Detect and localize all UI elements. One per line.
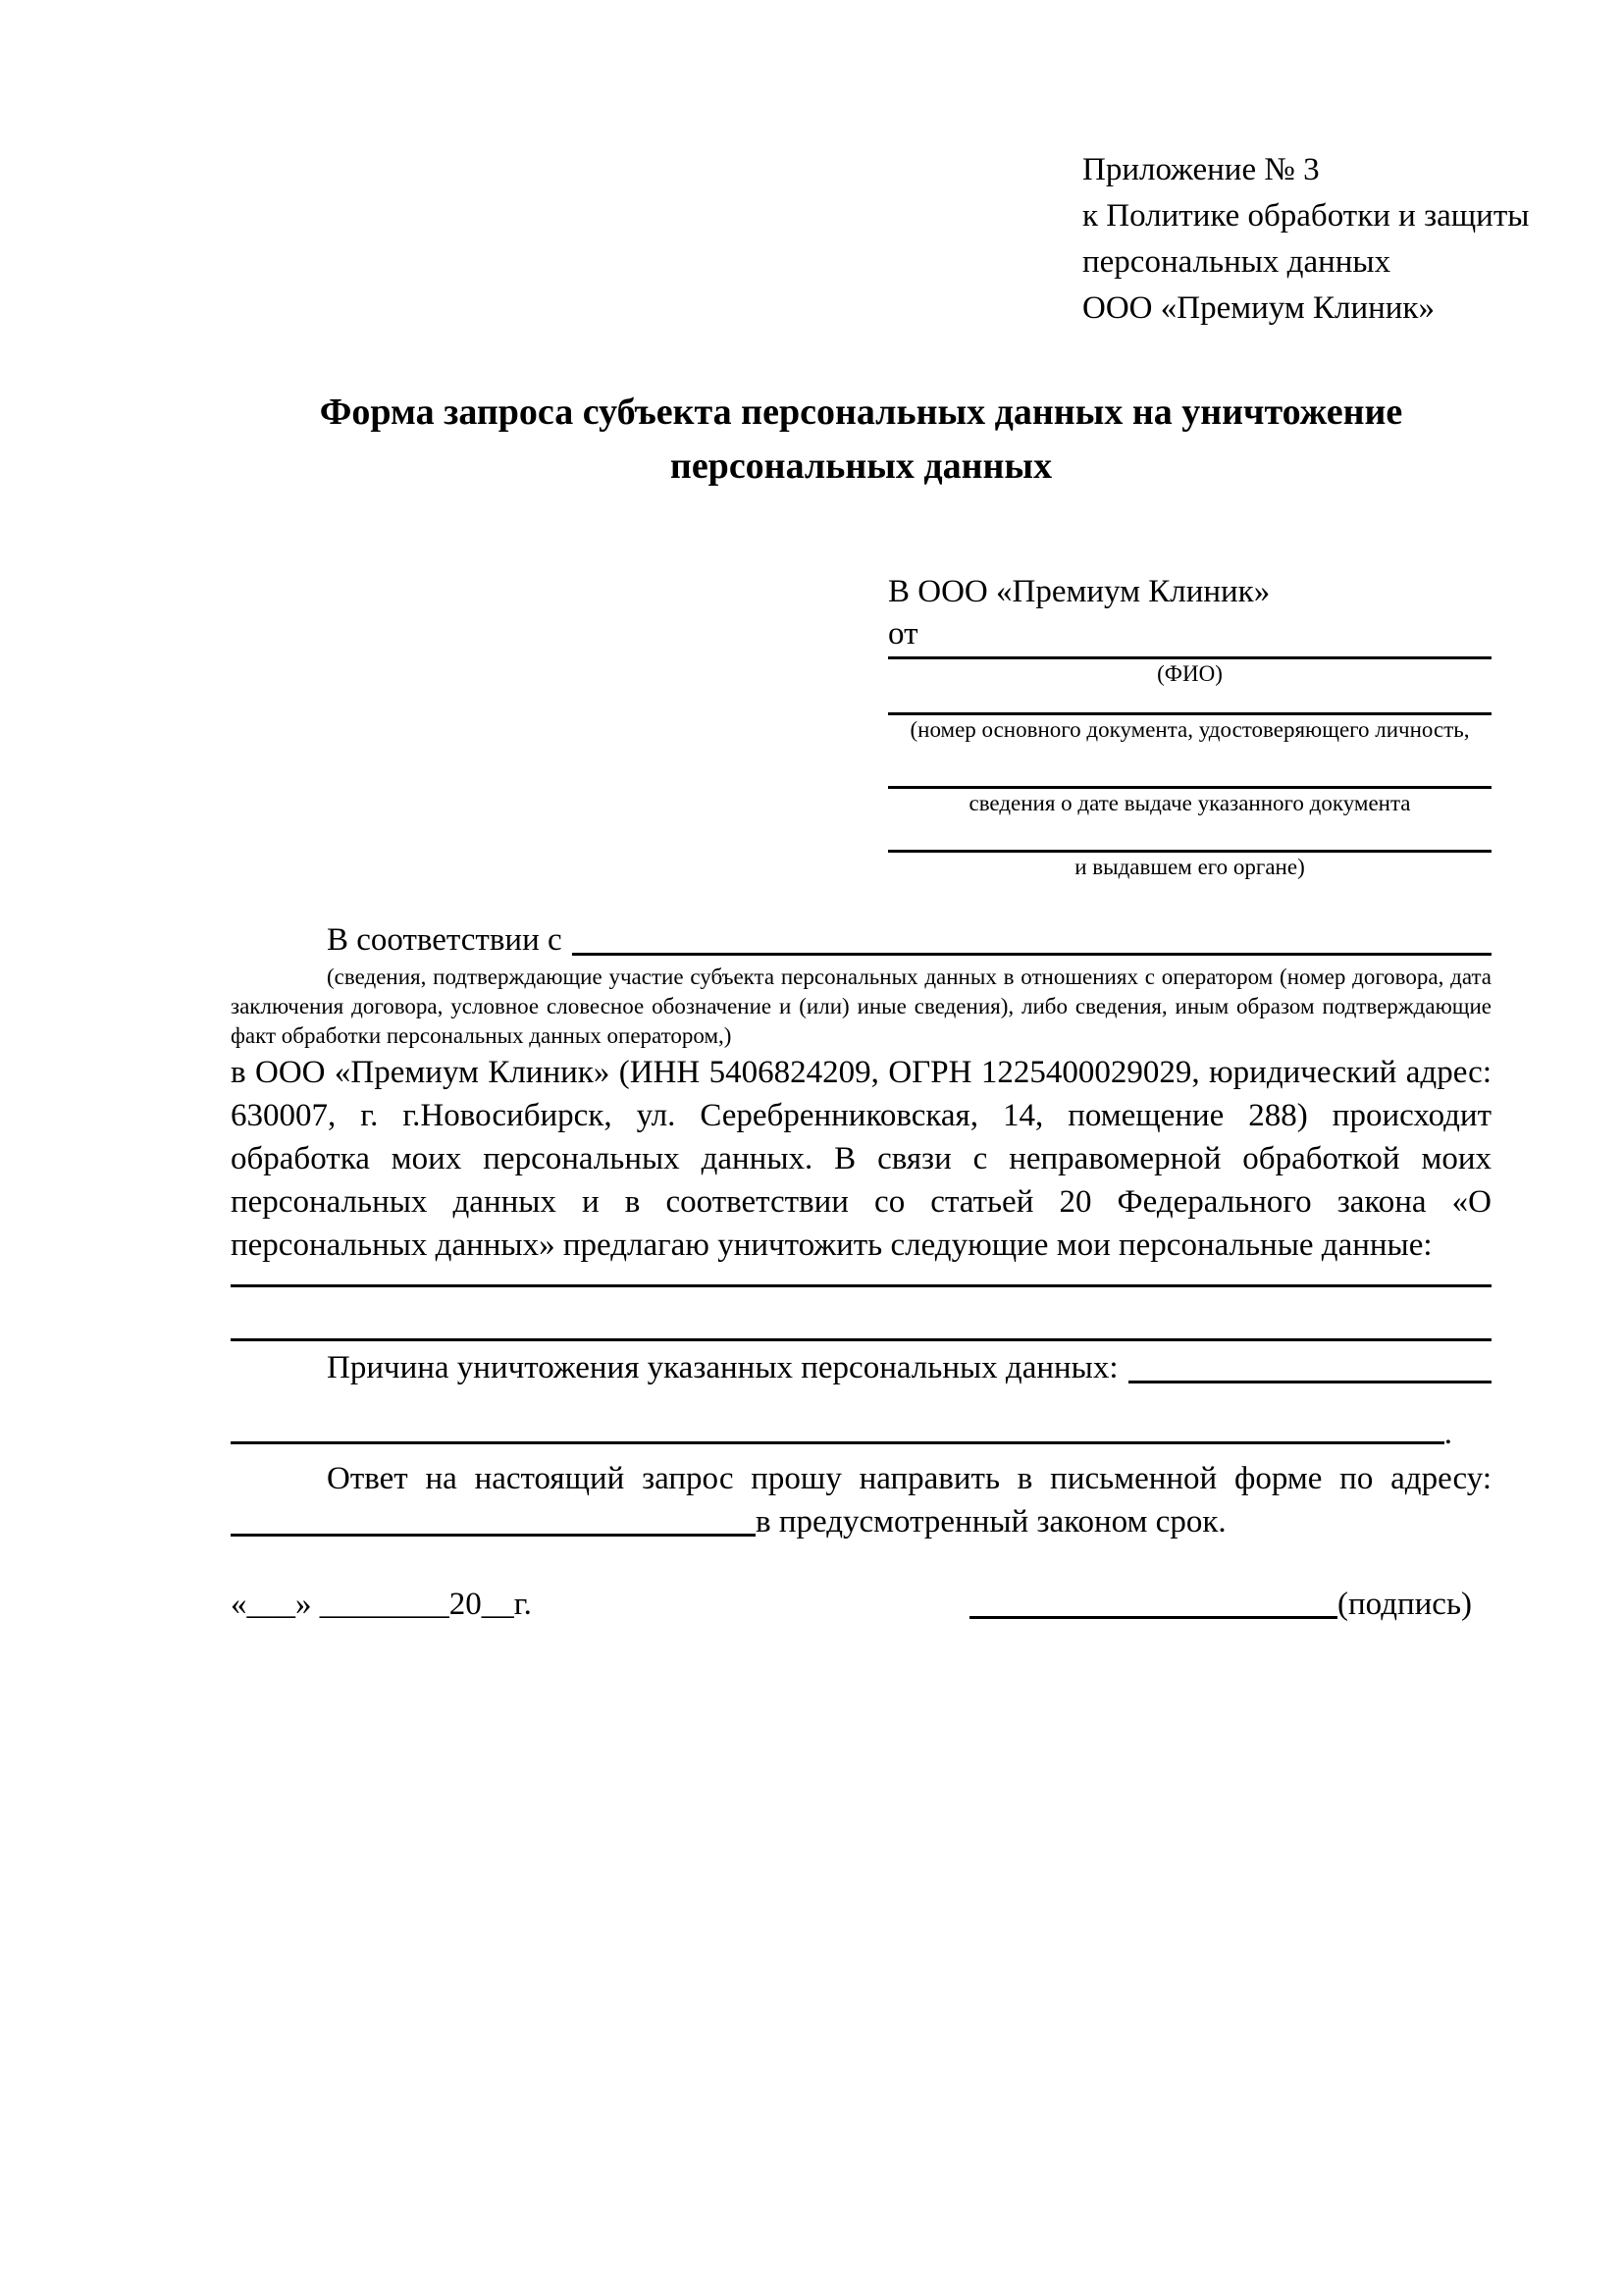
reason-blank-line	[1128, 1381, 1492, 1383]
address-blank-line	[231, 1534, 756, 1537]
sentence-period: .	[1443, 1416, 1452, 1451]
accordance-label: В соответствии с	[327, 922, 562, 958]
fio-caption: (ФИО)	[1157, 661, 1223, 686]
request-body: в ООО «Премиум Клиник» (ИНН 5406824209, ОГРН 1225400029029, юридический адрес: 630007, г. г.Новосибирск, ул. Серебренниковская, 14, помещение 288) происходит обработка моих персональных данных. В связи с неправомерной обработкой моих персональных данных и в соответствии со статьей 20 Федерального закона «О персональных данных» предлагаю уничтожить следующие мои персональные данные:	[231, 1055, 1492, 1263]
document-title: Форма запроса субъекта персональных данных на уничтожение персональных данных	[319, 391, 1403, 487]
signature-line	[969, 1616, 1337, 1619]
personal-data-blank-line-2	[231, 1338, 1492, 1341]
reason-continuation-row	[231, 1416, 1492, 1451]
response-term-text: в предусмотренный законом срок.	[756, 1504, 1227, 1539]
appendix-line: Приложение № 3	[1082, 152, 1320, 187]
appendix-line: к Политике обработки и защиты	[1082, 198, 1530, 234]
personal-data-blank-line-1	[231, 1284, 1492, 1287]
id-document-caption: (номер основного документа, удостоверяющего личность,	[910, 717, 1470, 742]
reason-label: Причина уничтожения указанных персональных данных:	[327, 1350, 1119, 1385]
signature-caption: (подпись)	[1337, 1587, 1472, 1622]
signature-group	[969, 1583, 1472, 1626]
accordance-note: (сведения, подтверждающие участие субъекта персональных данных в отношениях с оператором (номер договора, дата заключения договора, условное словесное обозначение и (или) иные сведения), либо сведения, иным образом подтверждающие факт обработки персональных данных оператором,)	[231, 965, 1492, 1048]
response-request-text: Ответ на настоящий запрос прошу направить в письменной форме по адресу:	[327, 1461, 1492, 1496]
accordance-blank-line	[572, 953, 1492, 956]
recipient-block	[888, 570, 1492, 882]
accordance-row	[231, 917, 1492, 963]
issuing-authority-caption: и выдавшем его органе)	[1074, 855, 1305, 879]
reason-row	[231, 1345, 1492, 1390]
appendix-header	[1082, 147, 1530, 332]
issue-date-caption: сведения о дате выдаче указанного документа	[969, 791, 1411, 815]
appendix-line: персональных данных	[1082, 244, 1391, 280]
footer-row	[231, 1583, 1492, 1626]
date-blank-text: «___» ________20__г.	[231, 1587, 532, 1622]
from-label: от	[888, 616, 918, 652]
appendix-line: ООО «Премиум Клиник»	[1082, 290, 1435, 326]
response-address-row	[231, 1500, 1492, 1543]
reason-continuation-line	[231, 1441, 1444, 1444]
recipient-org: В ООО «Премиум Клиник»	[888, 574, 1271, 609]
